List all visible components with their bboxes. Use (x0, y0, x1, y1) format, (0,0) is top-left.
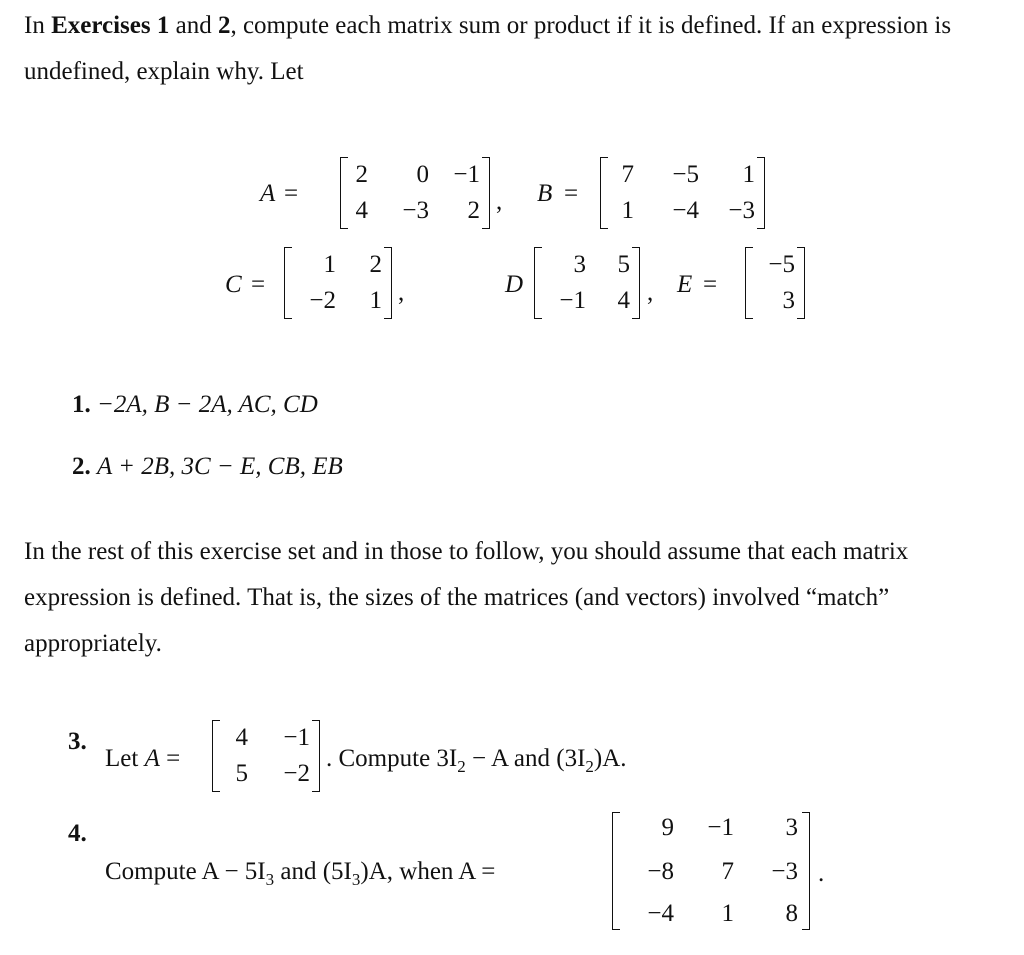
matrix-b-cell: −3 (728, 197, 755, 224)
exercise-3-post: . Compute 3I (326, 745, 458, 772)
matrix-a-label: A (260, 180, 276, 207)
matrix-b-cell: −5 (672, 161, 699, 188)
matrix-b-label: B (537, 180, 553, 207)
matrix-c-cell: 1 (369, 287, 382, 314)
matrix-e-equals: = (703, 271, 718, 298)
exercise-4-cell: −8 (647, 858, 674, 885)
matrix-e-label: E (677, 271, 693, 298)
exercise-3-left-bracket (212, 720, 220, 792)
exercise-3-var: A (144, 745, 160, 772)
exercise-4-right-bracket (802, 812, 810, 930)
matrix-b-cell: 1 (742, 161, 755, 188)
exercise-4-left-bracket (612, 812, 620, 930)
matrix-c-left-bracket (284, 247, 292, 319)
exercise-4-pre: Compute A − 5I (105, 858, 266, 885)
exercise-4-sub2: 3 (351, 870, 361, 889)
matrix-b (600, 157, 765, 229)
matrix-b-cell: 1 (621, 197, 634, 224)
matrix-d-cell: −1 (559, 287, 586, 314)
exercise-4-mid: and (5I (274, 858, 352, 885)
matrix-a-cell: −1 (453, 161, 480, 188)
intro-and: and (169, 12, 218, 39)
exercise-1 (72, 389, 318, 421)
matrix-d-comma: , (647, 279, 654, 306)
exercise-4-cell: 3 (785, 814, 798, 841)
exercise-3-sub1: 2 (457, 757, 466, 776)
exercise-3-cell: −2 (283, 760, 310, 787)
exercise-3-sub2: 2 (585, 757, 594, 776)
exercise-4-cell: 1 (721, 900, 734, 927)
exercise-3-post3: )A. (593, 745, 627, 772)
exercise-4-number: 4. (68, 820, 87, 847)
matrix-a-cell: 2 (467, 197, 480, 224)
exercise-3-instruction (326, 743, 627, 783)
matrix-c-label: C (225, 271, 242, 298)
exercise-4-sub1: 3 (265, 870, 275, 889)
intro-paragraph (24, 3, 1014, 95)
exercise-1-text: −2A, B − 2A, AC, CD (97, 391, 318, 418)
matrix-b-cell: −4 (672, 197, 699, 224)
exercise-3-matrix (212, 720, 320, 792)
exercise-3-cell: −1 (283, 724, 310, 751)
matrix-e-cell: 3 (782, 287, 795, 314)
matrix-b-equals: = (564, 180, 579, 207)
exercise-4-cell: −3 (771, 858, 798, 885)
exercise-3-equals: = (166, 745, 181, 772)
exercise-1-number: 1. (72, 391, 91, 418)
matrix-d-cell: 5 (617, 251, 630, 278)
matrix-a (340, 157, 490, 229)
exercise-4-cell: 9 (661, 814, 674, 841)
matrix-a-right-bracket (482, 157, 490, 229)
matrix-a-cell: −3 (402, 197, 429, 224)
exercise-2 (72, 451, 343, 483)
exercise-4-cell: −1 (707, 814, 734, 841)
matrix-c (284, 247, 392, 319)
matrix-e (745, 247, 805, 319)
exercise-4-post: )A, when A = (360, 858, 496, 885)
matrix-b-left-bracket (600, 157, 608, 229)
intro-bold-number: 2 (217, 12, 231, 39)
intro-bold-exercises: Exercises 1 (51, 12, 170, 39)
exercise-2-text: A + 2B, 3C − E, CB, EB (97, 453, 343, 480)
intro-lead: In (24, 12, 52, 39)
matrix-d-cell: 4 (617, 287, 630, 314)
matrix-c-equals: = (251, 271, 266, 298)
exercise-3-cell: 5 (235, 760, 248, 787)
matrix-d-left-bracket (534, 247, 542, 319)
exercise-4-cell: 8 (785, 900, 798, 927)
intro-rest: , compute each matrix sum or product if it is defined. If an expression is undefined, explain why. Let (24, 12, 952, 85)
matrix-c-cell: 2 (369, 251, 382, 278)
matrix-c-comma: , (398, 279, 405, 306)
matrix-c-cell: −2 (309, 287, 336, 314)
exercise-3-cell: 4 (235, 724, 248, 751)
matrix-e-right-bracket (797, 247, 805, 319)
matrix-c-right-bracket (384, 247, 392, 319)
matrix-d (534, 247, 640, 319)
exercise-2-number: 2. (72, 453, 91, 480)
matrix-b-cell: 7 (621, 161, 634, 188)
matrix-a-cell: 4 (355, 197, 368, 224)
matrix-e-left-bracket (745, 247, 753, 319)
matrix-b-right-bracket (757, 157, 765, 229)
matrix-a-cell: 0 (416, 161, 429, 188)
matrix-e-cell: −5 (768, 251, 795, 278)
exercise-4-cell: 7 (721, 858, 734, 885)
exercise-3-number: 3. (68, 728, 87, 755)
matrix-a-comma: , (496, 188, 503, 215)
matrix-d-label: D (505, 271, 524, 298)
exercise-3-post2: − A and (3I (465, 745, 586, 772)
exercise-3-lead (105, 743, 180, 775)
exercise-4-period: . (818, 860, 825, 887)
matrix-d-right-bracket (632, 247, 640, 319)
exercise-3-right-bracket (312, 720, 320, 792)
exercise-4-instruction (105, 856, 495, 896)
assumption-paragraph: In the rest of this exercise set and in those to follow, you should assume that each matrix expression is defined. That is, the sizes of the matrices (and vectors) involved “match” appropriately. (24, 538, 909, 657)
matrix-a-cell: 2 (355, 161, 368, 188)
exercise-4-matrix (612, 812, 810, 930)
matrix-c-cell: 1 (323, 251, 336, 278)
exercise-3-let: Let (105, 745, 145, 772)
matrix-a-left-bracket (340, 157, 348, 229)
matrix-a-equals: = (284, 180, 299, 207)
exercise-4-cell: −4 (647, 900, 674, 927)
matrix-d-cell: 3 (573, 251, 586, 278)
